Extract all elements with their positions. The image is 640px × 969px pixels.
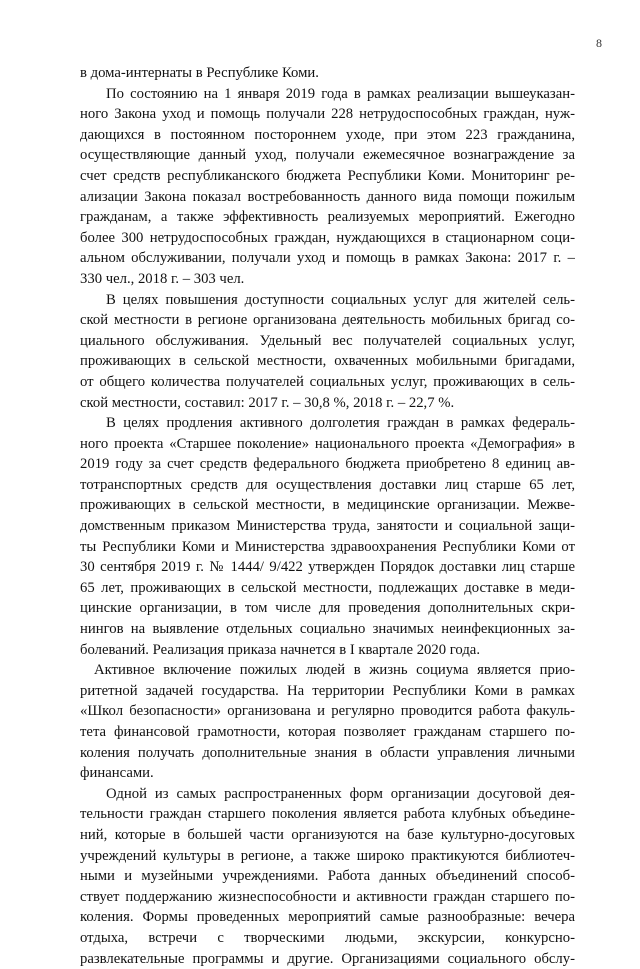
- text-line: проживающих в сельской местности, в медицинские организации. Межве-: [80, 497, 575, 514]
- text-line: ний, которые в большей части организуются на базе культурно-досуговых: [80, 826, 575, 843]
- text-line: 330 чел., 2018 г. – 303 чел.: [80, 270, 245, 287]
- text-line: тотранспортных средств для осуществления доставки лиц старше 65 лет,: [80, 476, 575, 493]
- text-line: болеваний. Реализация приказа начнется в I квартале 2020 года.: [80, 641, 480, 658]
- text-line: осуществляющие данный уход, получали ежемесячное вознаграждение за: [80, 147, 575, 164]
- text-line: По состоянию на 1 января 2019 года в рамках реализации вышеуказан-: [106, 85, 575, 102]
- text-line: В целях повышения доступности социальных услуг для жителей сель-: [106, 291, 575, 308]
- text-line: гражданам, а также эффективность реализуемых мероприятий. Ежегодно: [80, 209, 575, 226]
- text-line: 65 лет, проживающих в сельской местности, подлежащих доставке в меди-: [80, 579, 575, 596]
- text-line: ного Закона уход и помощь получали 228 нетрудоспособных граждан, нуж-: [80, 106, 575, 123]
- text-line: дающихся в постоянном постороннем уходе, при этом 223 гражданина,: [80, 126, 575, 143]
- text-line: ными и музейными учреждениями. Работа данных объединений способ-: [80, 868, 575, 885]
- text-line: В целях продления активного долголетия граждан в рамках федераль-: [106, 415, 575, 432]
- text-line: Активное включение пожилых людей в жизнь социума является прио-: [94, 662, 575, 679]
- text-line: нингов на выявление отдельных социально значимых неинфекционных за-: [80, 621, 575, 638]
- text-line: отдыха, встречи с творческими людьми, экскурсии, конкурсно-: [80, 929, 575, 946]
- text-line: 2019 году за счет средств федерального бюджета приобретено 8 единиц ав-: [80, 456, 575, 473]
- text-line: тельности граждан старшего поколения является работа клубных объедине-: [80, 806, 575, 823]
- text-line: счет средств республиканского бюджета Республики Коми. Мониторинг ре-: [80, 167, 575, 184]
- page-number: 8: [596, 36, 602, 50]
- text-line: ской местности, составил: 2017 г. – 30,8 %, 2018 г. – 22,7 %.: [80, 394, 455, 411]
- text-line: ствует поддержанию жизнеспособности и активности граждан старшего по-: [80, 888, 575, 905]
- text-line: ного проекта «Старшее поколение» национального проекта «Демография» в: [80, 435, 575, 452]
- text-line: Одной из самых распространенных форм организации досуговой дея-: [106, 785, 575, 802]
- text-line: от общего количества получателей социальных услуг, проживающих в сель-: [80, 373, 575, 390]
- text-line: ритетной задачей государства. На территории Республики Коми в рамках: [80, 682, 575, 699]
- text-line: коления получать дополнительные знания в области управления личными: [80, 744, 575, 761]
- text-line: 30 сентября 2019 г. № 1444/ 9/422 утвержден Порядок доставки лиц старше: [80, 559, 575, 576]
- text-line: домственным приказом Министерства труда, занятости и социальной защи-: [80, 518, 575, 535]
- text-line: цинские организации, в том числе для проведения дополнительных скри-: [80, 600, 575, 617]
- body-text: [80, 63, 575, 969]
- text-line: проживающих в сельской местности, охваченных мобильными бригадами,: [80, 353, 575, 370]
- text-line: ализации Закона показал востребованность данного вида помощи пожилым: [80, 188, 575, 205]
- text-line: финансами.: [80, 765, 154, 782]
- text-line: более 300 нетрудоспособных граждан, нуждающихся в стационарном соци-: [80, 229, 575, 246]
- text-line: учреждений культуры в регионе, а также широко практикуются библиотеч-: [80, 847, 575, 864]
- text-line: ты Республики Коми и Министерства здравоохранения Республики Коми от: [80, 538, 575, 555]
- text-line: альном обслуживании, получали уход и помощь в рамках Закона: 2017 г. –: [80, 250, 575, 267]
- text-line: в дома-интернаты в Республике Коми.: [80, 65, 319, 81]
- text-line: циального обслуживания. Удельный вес получателей социальных услуг,: [80, 332, 575, 349]
- text-line: «Школ безопасности» организована и регулярно проводится работа факуль-: [80, 703, 575, 720]
- text-line: коления. Формы проведенных мероприятий самые разнообразные: вечера: [80, 909, 575, 926]
- text-line: развлекательные программы и другие. Организациями социального обслу-: [80, 950, 575, 967]
- text-line: тета финансовой грамотности, которая позволяет гражданам старшего по-: [80, 724, 575, 740]
- text-line: ской местности в регионе организована деятельность мобильных бригад со-: [80, 312, 575, 329]
